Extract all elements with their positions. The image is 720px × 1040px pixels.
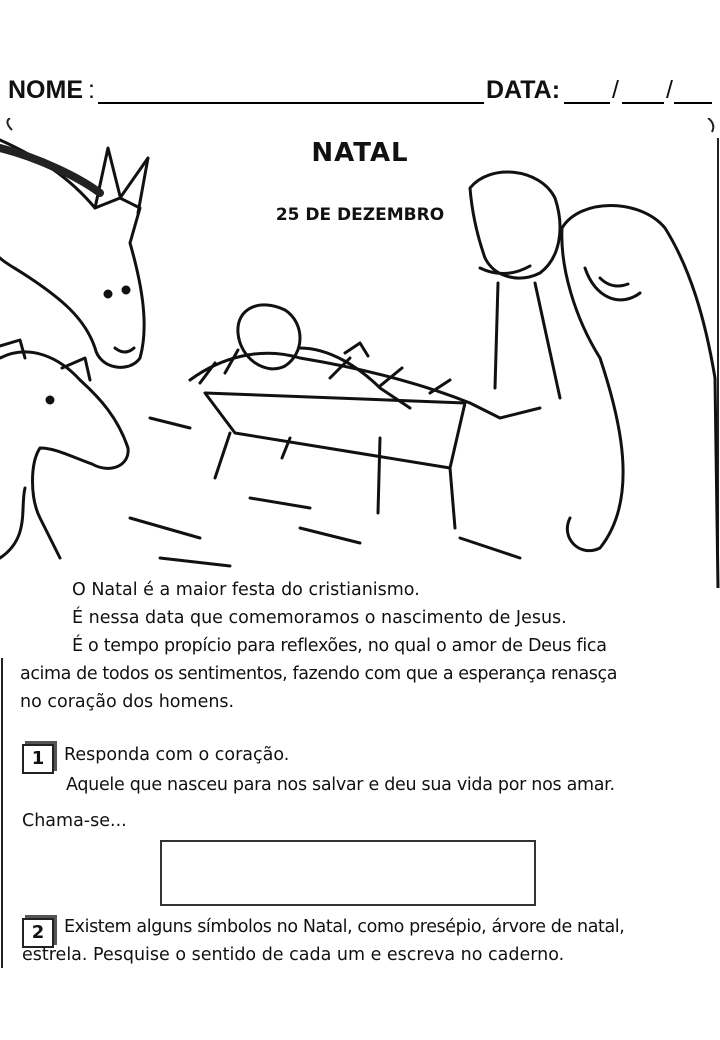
manger-icon [205,393,465,468]
paragraph-line: É nessa data que comemoramos o nascimento de Jesus. [72,608,567,628]
nativity-scene-illustration [0,118,720,588]
answer-box[interactable] [160,840,536,906]
page-title: NATAL [311,138,409,168]
question2-line1: Existem alguns símbolos no Natal, como presépio, árvore de natal, [64,917,625,937]
paragraph-line: no coração dos homens. [20,692,235,712]
page-subtitle: 25 DE DEZEMBRO [275,205,445,225]
paragraph-line: acima de todos os sentimentos, fazendo com que a esperança renasça [20,664,618,684]
question1-line2: Chama-se... [22,811,127,831]
date-day-field[interactable] [564,102,610,104]
question1-line1: Aquele que nasceu para nos salvar e deu sua vida por nos amar. [66,775,615,795]
date-month-field[interactable] [622,102,664,104]
date-slash-2: / [666,76,673,104]
worksheet-header [8,74,712,108]
mary-icon [562,206,718,589]
question-number-badge: 1 [22,744,54,774]
question1-prompt: Responda com o coração. [64,745,290,765]
baby-icon [238,305,300,369]
paragraph-line: O Natal é a maior festa do cristianismo. [72,580,420,600]
name-colon: : [88,76,95,104]
cow-icon [0,352,128,558]
date-label: DATA: [486,76,561,104]
question2-line2: estrela. Pesquise o sentido de cada um e escreva no caderno. [22,945,565,965]
date-slash-1: / [612,76,619,104]
name-label: NOME [8,76,83,104]
date-year-field[interactable] [674,102,712,104]
paragraph-line: É o tempo propício para reflexões, no qual o amor de Deus fica [72,636,607,656]
question-number-badge: 2 [22,918,54,948]
name-field[interactable] [98,102,484,104]
